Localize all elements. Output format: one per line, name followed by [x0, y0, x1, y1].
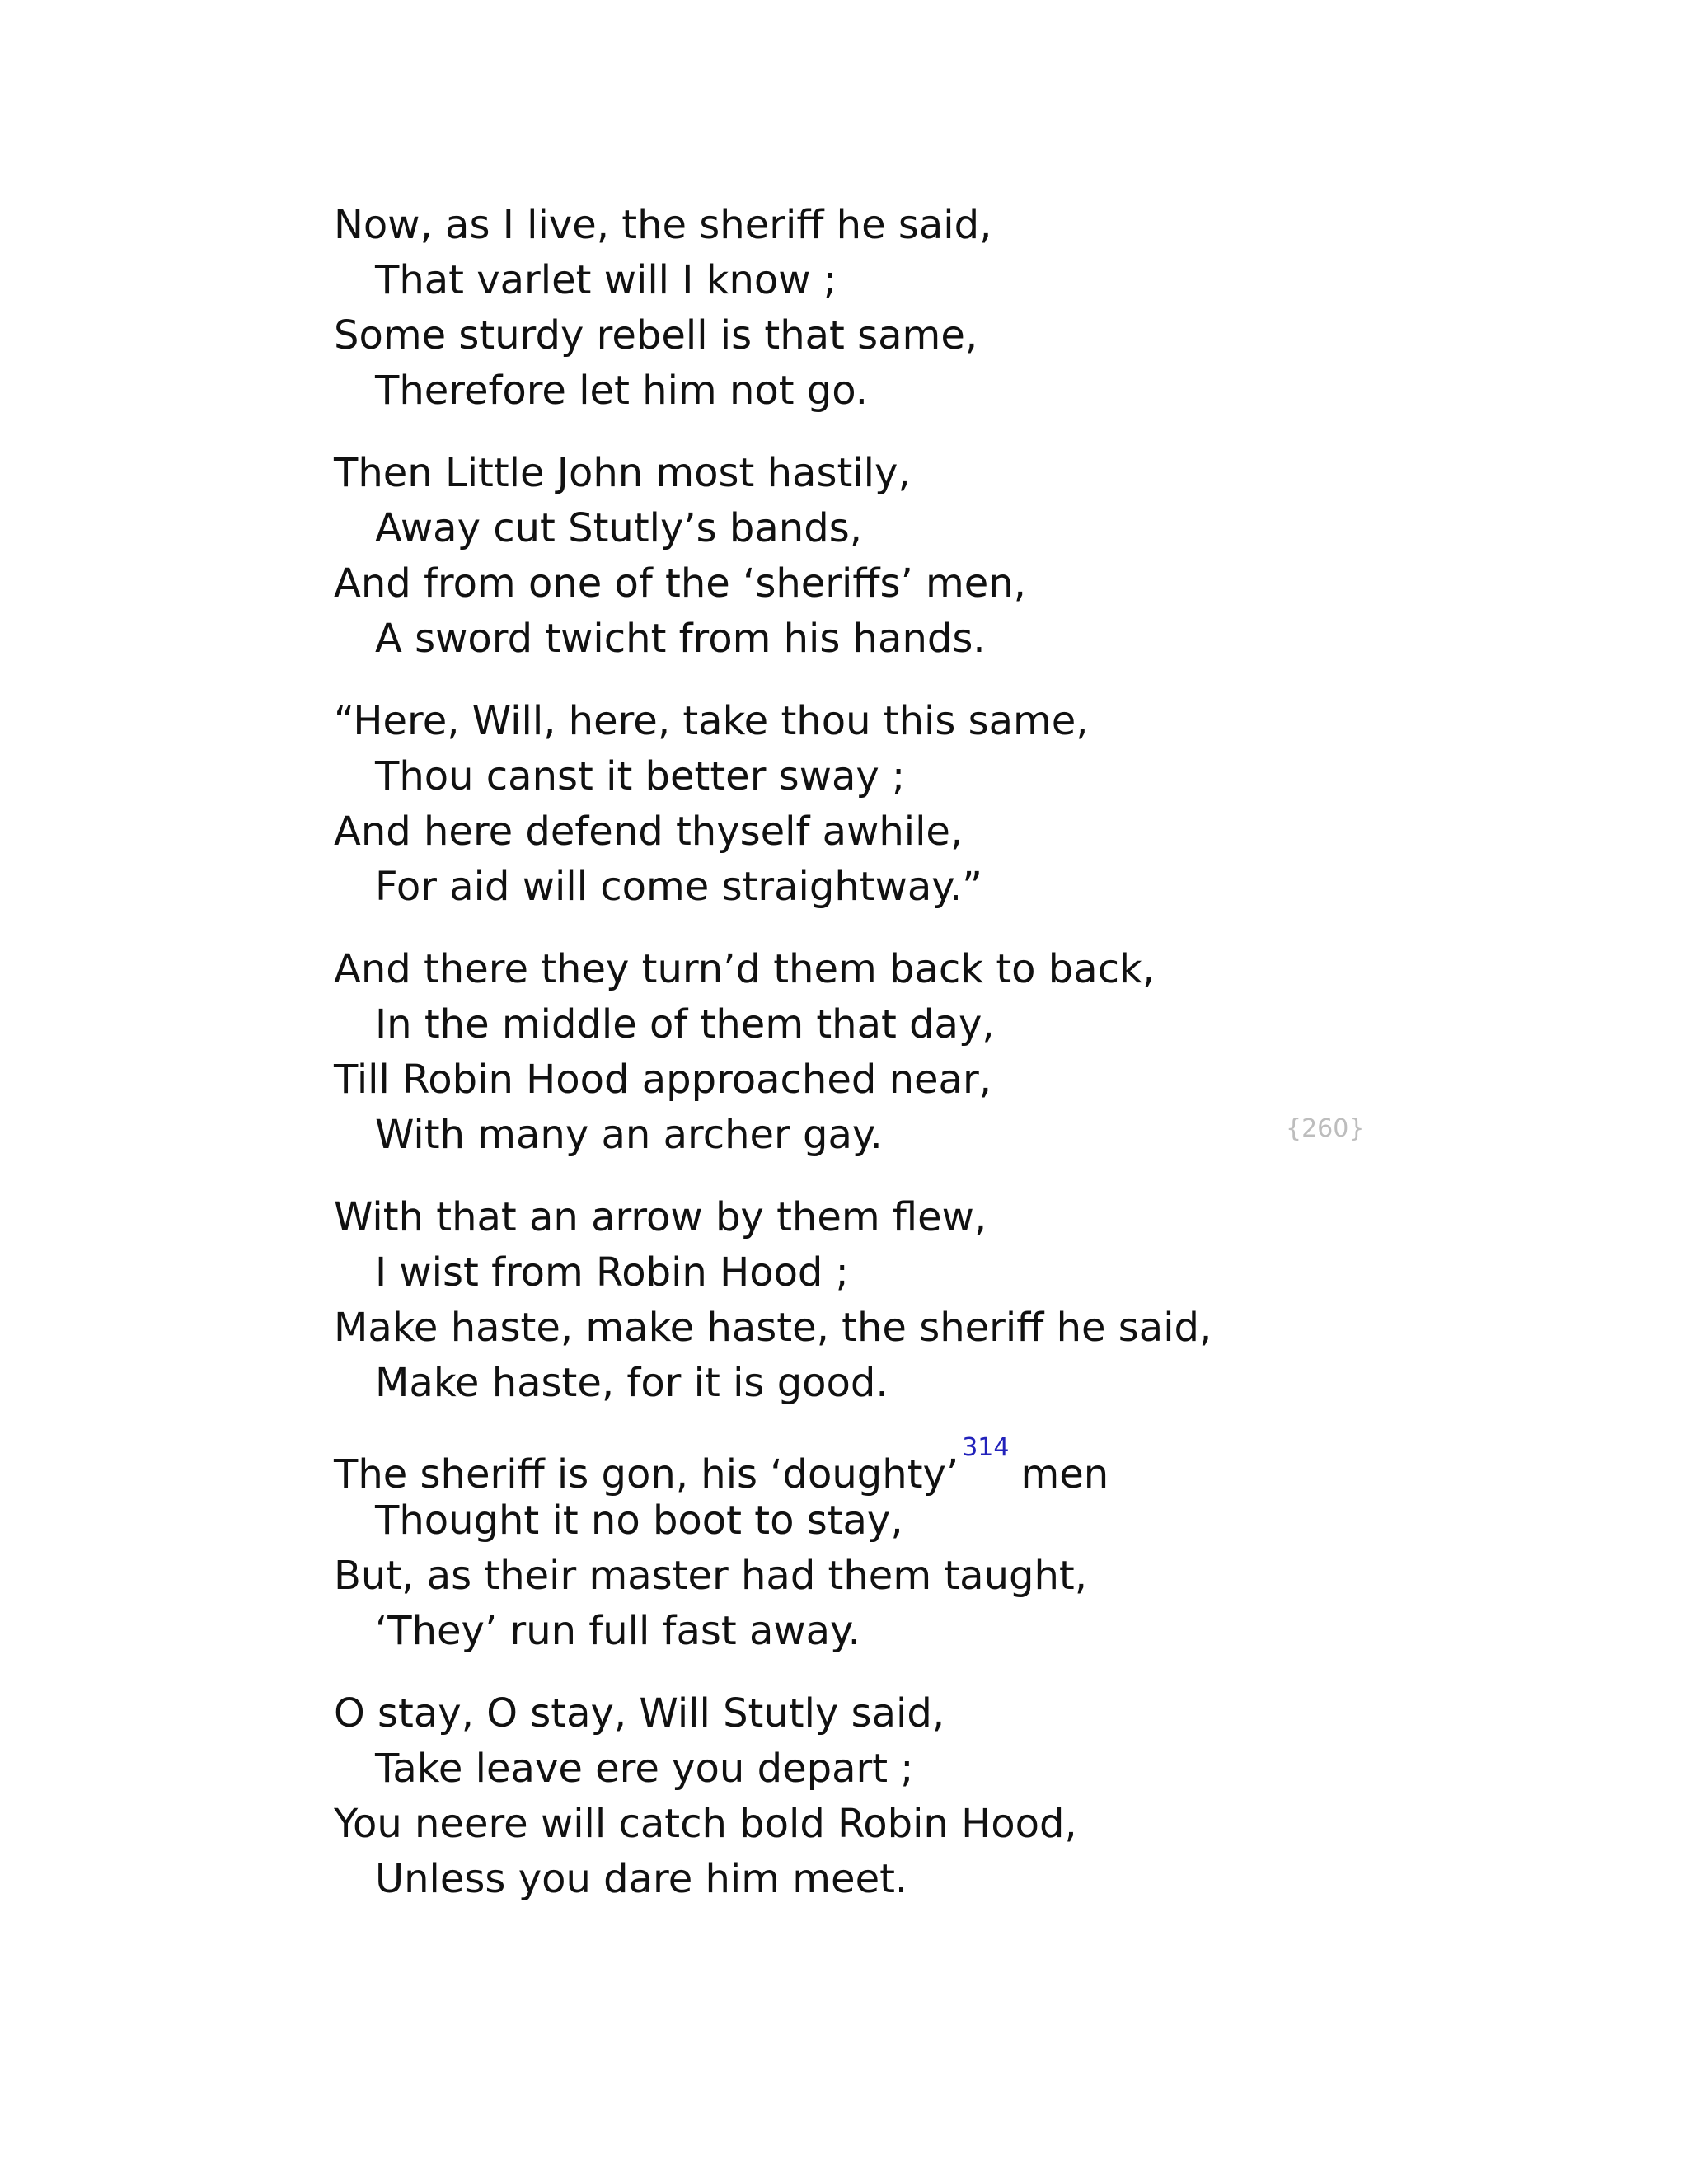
stanza-3	[334, 694, 1405, 915]
verse-line: Away cut Stutly’s bands,	[375, 505, 862, 551]
verse-line: And here defend thyself awhile,	[334, 808, 964, 855]
verse-line: Then Little John most hastily,	[334, 450, 911, 496]
verse-line: With that an arrow by them flew,	[334, 1194, 987, 1240]
verse-line: Till Robin Hood approached near,	[334, 1057, 992, 1103]
verse-line: Make haste, make haste, the sheriff he said,	[334, 1305, 1212, 1351]
verse-line	[334, 1433, 1405, 1497]
verse-line-end: men	[1020, 1451, 1109, 1497]
verse-line: Take leave ere you depart ;	[375, 1746, 914, 1792]
verse-line: And from one of the ‘sheriffs’ men,	[334, 560, 1026, 607]
verse-line: O stay, O stay, Will Stutly said,	[334, 1690, 945, 1736]
verse-line: You neere will catch bold Robin Hood,	[334, 1801, 1077, 1847]
verse-line: In the middle of them that day,	[375, 1001, 995, 1047]
verse-line: Unless you dare him meet.	[375, 1856, 908, 1902]
verse-line: And there they turn’d them back to back,	[334, 946, 1156, 992]
verse-line: Some sturdy rebell is that same,	[334, 312, 978, 359]
stanza-4	[334, 942, 1405, 1163]
page-number: {260}	[1286, 1114, 1365, 1143]
verse-line: Thought it no boot to stay,	[375, 1497, 903, 1544]
footnote-reference-link[interactable]: 314	[962, 1433, 1010, 1462]
verse-line: A sword twicht from his hands.	[375, 616, 986, 662]
stanza-6	[334, 1433, 1405, 1659]
verse-line: “Here, Will, here, take thou this same,	[334, 698, 1089, 744]
verse-line: For aid will come straightway.”	[375, 864, 982, 910]
verse-line: That varlet will I know ;	[375, 257, 837, 303]
verse-line: With many an archer gay.	[375, 1112, 883, 1158]
verse-line: ‘They’ run full fast away.	[375, 1608, 860, 1654]
verse-line: Make haste, for it is good.	[375, 1360, 889, 1406]
poem-body	[334, 198, 1405, 1934]
stanza-1	[334, 198, 1405, 419]
stanza-5	[334, 1190, 1405, 1411]
verse-line: But, as their master had them taught,	[334, 1553, 1087, 1599]
verse-line: Now, as I live, the sheriff he said,	[334, 202, 992, 248]
verse-line: Therefore let him not go.	[375, 368, 869, 414]
verse-line-start: The sheriff is gon, his ‘doughty’	[334, 1451, 959, 1497]
stanza-7	[334, 1686, 1405, 1907]
verse-line: Thou canst it better sway ;	[375, 753, 906, 799]
stanza-2	[334, 446, 1405, 667]
verse-line: I wist from Robin Hood ;	[375, 1249, 849, 1296]
